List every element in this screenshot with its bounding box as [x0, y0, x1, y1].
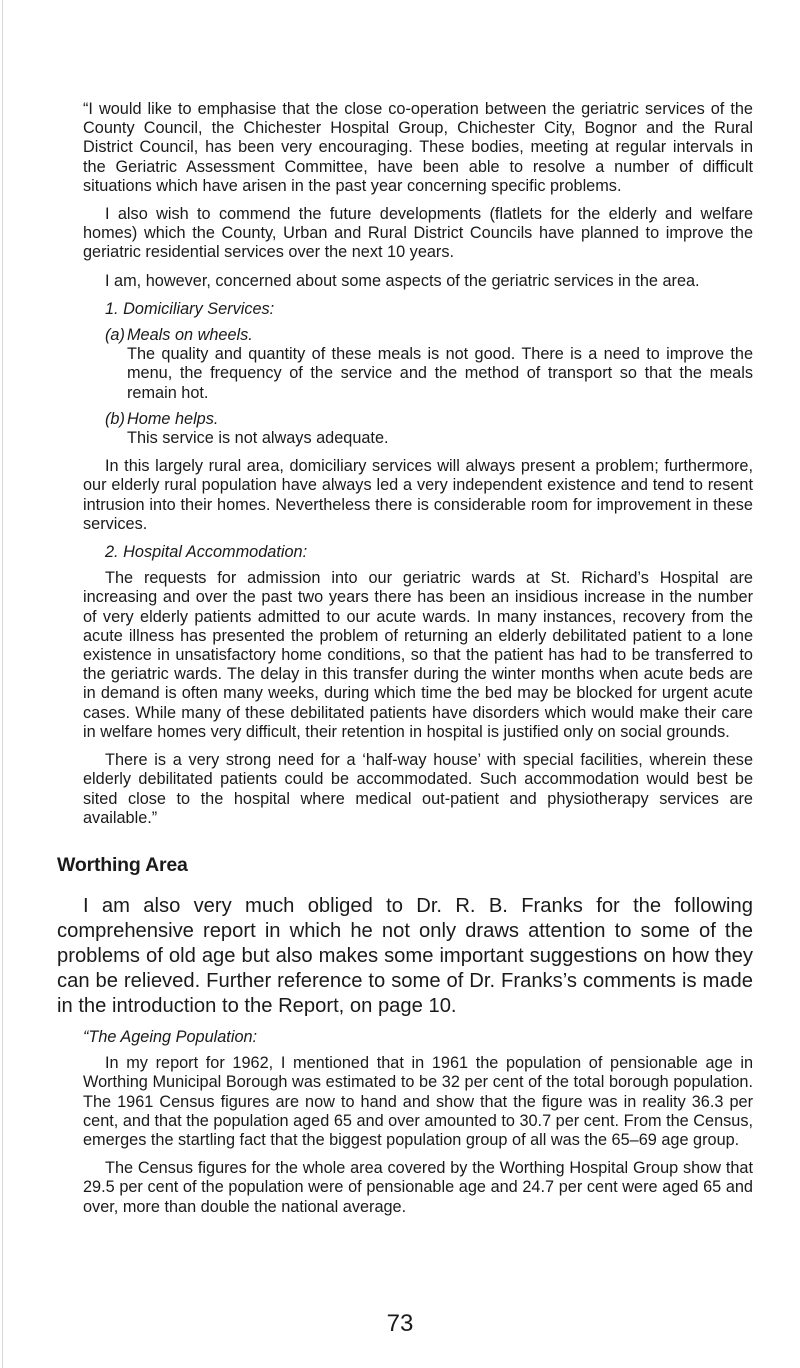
item-text: This service is not always adequate. [127, 429, 389, 448]
section-title: Hospital Accommodation: [123, 543, 308, 562]
paragraph-cooperation: “I would like to emphasise that the close co-operation between the geriatric services of the County Council, the Chichester Hospital Group, Chichester City, Bognor and the Rural District Council, has been very encouraging. These bodies, meeting at regular intervals in the Geriatric Assessment Committee, have been able to resolve a number of difficult situations which have arisen in the past year concerning specific problems. [83, 100, 753, 195]
paragraph-concerns: I am, however, concerned about some aspects of the geriatric services in the area. [105, 271, 700, 290]
item-marker: (a) [105, 326, 125, 345]
document-page [57, 100, 753, 1217]
item-title: Home helps. [127, 409, 219, 428]
paragraph-franks-intro: I am also very much obliged to Dr. R. B. Franks for the following comprehensive report in which he not only draws attention to some of the problems of old age but also makes some important suggestions on how they can be relieved. Further reference to some of Dr. Franks’s comments is made in the introduction to the Report, on page 10. [57, 894, 753, 1017]
section-number: 2. [105, 543, 119, 562]
page-edge-line [2, 0, 3, 1368]
item-text: The quality and quantity of these meals is not good. There is a need to improve the menu, the frequency of the service and the method of transport so that the meals remain hot. [127, 345, 753, 402]
paragraph-census-hospital-group: The Census figures for the whole area covered by the Worthing Hospital Group show that 29.5 per cent of the population were of pensionable age and 24.7 per cent were aged 65 and over, more than double the national average. [83, 1159, 753, 1216]
paragraph-rural-domiciliary: In this largely rural area, domiciliary services will always present a problem; furthermore, our elderly rural population have always led a very independent existence and tend to resent intrusion into their homes. Nevertheless there is considerable room for improvement in these services. [83, 457, 753, 533]
page-number: 73 [386, 1310, 414, 1337]
worthing-area-heading: Worthing Area [57, 853, 188, 876]
paragraph-developments: I also wish to commend the future developments (flatlets for the elderly and welfare homes) which the County, Urban and Rural District Councils have planned to improve the geriatric residential services over the next 10 years. [83, 205, 753, 262]
section-hospital-heading [83, 543, 753, 562]
item-title: Meals on wheels. [127, 326, 253, 345]
section-title: Domiciliary Services: [123, 299, 275, 318]
section-number: 1. [105, 299, 119, 318]
paragraph-census-1962: In my report for 1962, I mentioned that in 1961 the population of pensionable age in Worthing Municipal Borough was estimated to be 32 per cent of the total borough population. The 1961 Census figures are now to hand and show that the figure was in reality 36.3 per cent, and that the population aged 65 and over amounted to 30.7 per cent. From the Census, emerges the startling fact that the biggest population group of all was the 65–69 age group. [83, 1054, 753, 1149]
item-home-helps [83, 410, 753, 448]
item-meals-on-wheels [83, 326, 753, 403]
item-marker: (b) [105, 409, 125, 428]
paragraph-half-way-house: There is a very strong need for a ‘half-way house’ with special facilities, wherein these elderly debilitated patients could be accommodated. Such accommodation would best be sited close to the hospital where medical out-patient and physiotherapy services are available.” [83, 751, 753, 827]
ageing-population-heading: “The Ageing Population: [83, 1027, 258, 1046]
paragraph-hospital-requests: The requests for admission into our geriatric wards at St. Richard’s Hospital are increasing and over the past two years there has been an insidious increase in the number of very elderly patients admitted to our acute wards. In many instances, recovery from the acute illness has presented the problem of returning an elderly debilitated patient to a lone existence in unsatisfactory home conditions, so that the patient has had to be transferred to the geriatric wards. The delay in this transfer during the winter months when acute beds are in demand is often many weeks, during which time the bed may be blocked for urgent acute cases. While many of these debilitated patients have disorders which would make their care in welfare homes very difficult, their retention in hospital is justified only on social grounds. [83, 569, 753, 741]
section-domiciliary-heading [83, 300, 753, 319]
